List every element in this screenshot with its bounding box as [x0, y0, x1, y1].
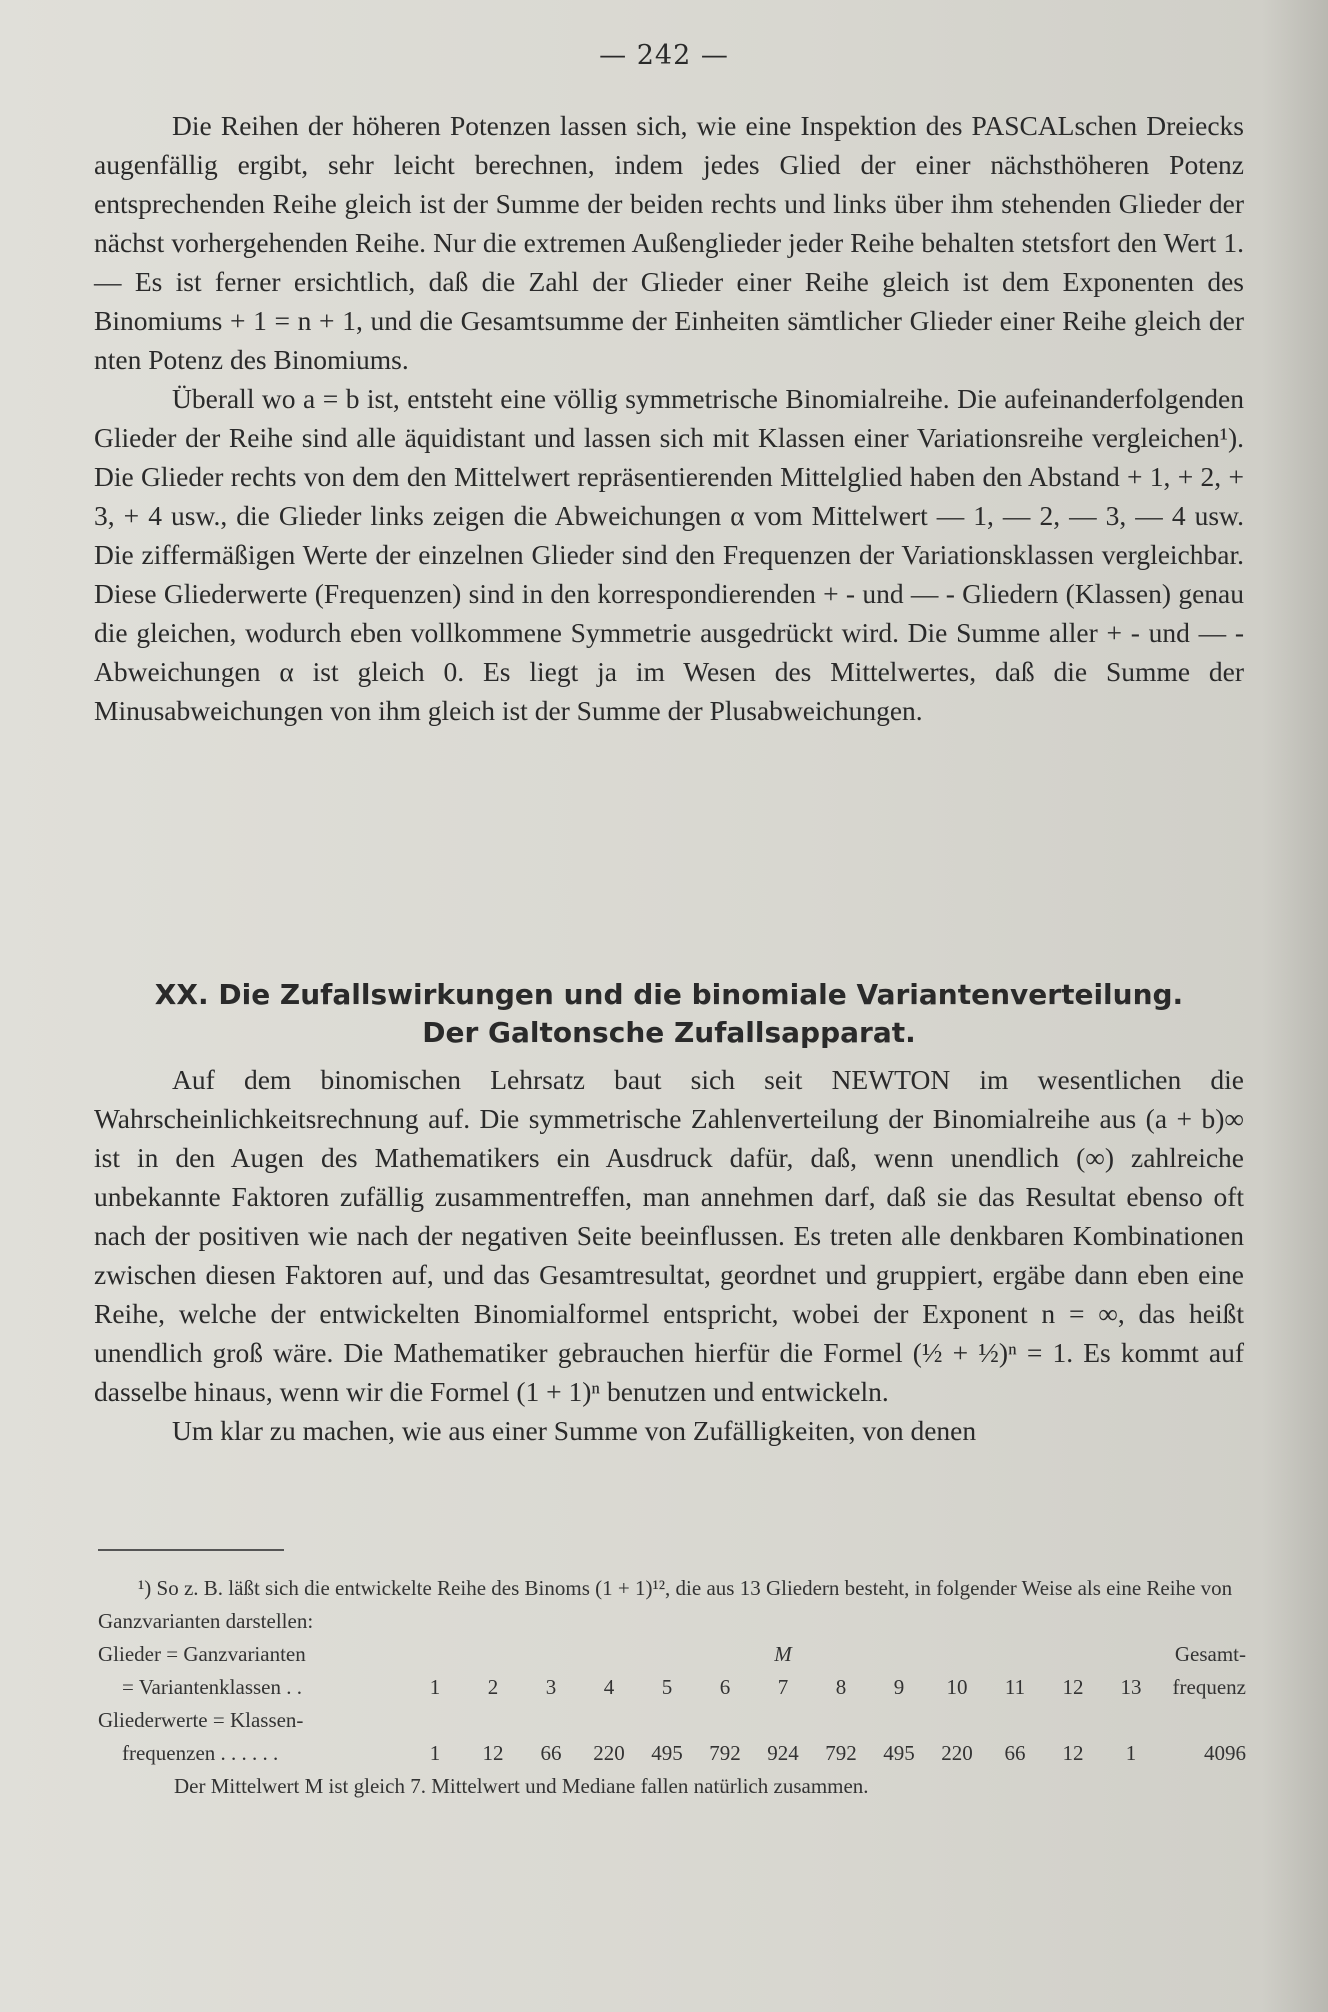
- table-row-header: [98, 1638, 1246, 1671]
- table-cell: 792: [825, 1741, 857, 1765]
- table-row-label2: [98, 1704, 1246, 1737]
- paragraph-symmetric-binomial: Überall wo a = b ist, entsteht eine völlig symmetrische Binomialreihe. Die aufeinanderfolgenden Glieder der Reihe sind alle äquidistant und lassen sich mit Klassen einer Variationsreihe vergleichen¹). Die Glieder rechts von dem den Mittelwert repräsentierenden Mittelglied haben den Abstand + 1, + 2, + 3, + 4 usw., die Glieder links zeigen die Abweichungen α vom Mittelwert — 1, — 2, — 3, — 4 usw. Die ziffermäßigen Werte der einzelnen Glieder sind den Frequenzen der Variationsklassen vergleichbar. Diese Gliederwerte (Frequenzen) sind in den korrespondierenden + - und — - Gliedern (Klassen) genau die gleichen, wodurch eben vollkommene Symmetrie ausgedrückt wird. Die Summe aller + - und — -Abweichungen α ist gleich 0. Es liegt ja im Wesen des Mittelwertes, daß die Summe der Minusabweichungen von ihm gleich ist der Summe der Plusabweichungen.: [94, 383, 1244, 726]
- table-label-gesamt: Gesamt-: [1174, 1642, 1246, 1666]
- table-row-frequencies: [98, 1737, 1246, 1770]
- footnote-divider: [98, 1549, 284, 1551]
- table-cell: 66: [540, 1741, 562, 1765]
- page-number: — 242 —: [599, 40, 729, 71]
- table-total-frequency: 4096: [1204, 1741, 1246, 1765]
- table-cell: 6: [719, 1675, 731, 1699]
- bottom-text-block: [94, 1060, 1244, 1450]
- footnote: [98, 1572, 1246, 1803]
- table-cell: 495: [883, 1741, 915, 1765]
- table-cell: 13: [1120, 1675, 1142, 1699]
- table-cell: 12: [1062, 1741, 1084, 1765]
- table-cell: 220: [593, 1741, 625, 1765]
- paragraph-continuation: Um klar zu machen, wie aus einer Summe von Zufälligkeiten, von denen: [172, 1415, 977, 1446]
- table-label-frequenz: frequenz: [1172, 1675, 1246, 1699]
- section-heading-line2: Der Galtonsche Zufallsapparat.: [422, 1016, 916, 1049]
- paragraph-binomial-theorem: Auf dem binomischen Lehrsatz baut sich seit NEWTON im wesentlichen die Wahrscheinlichkeitsrechnung auf. Die symmetrische Zahlenverteilung der Binomialreihe aus (a + b)∞ ist in den Augen des Mathematikers ein Ausdruck dafür, daß, wenn unendlich (∞) zahlreiche unbekannte Faktoren zufällig zusammentreffen, man annehmen darf, daß sie das Resultat ebenso oft nach der positiven wie nach der negativen Seite beeinflussen. Es treten alle denkbaren Kombinationen zwischen diesen Faktoren auf, und das Gesamtresultat, geordnet und gruppiert, ergäbe dann eben eine Reihe, welche der entwickelten Binomialformel entspricht, wobei der Exponent n = ∞, das heißt unendlich groß wäre. Die Mathematiker gebrauchen hierfür die Formel (½ + ½)ⁿ = 1. Es kommt auf dasselbe hinaus, wenn wir die Formel (1 + 1)ⁿ benutzen und entwickeln.: [94, 1064, 1244, 1407]
- table-cell: 495: [651, 1741, 683, 1765]
- table-label-variantenklassen: = Variantenklassen . .: [122, 1675, 302, 1699]
- table-label-frequenzen: frequenzen . . . . . .: [122, 1741, 279, 1765]
- table-cell: 220: [941, 1741, 973, 1765]
- table-mean-marker: M: [774, 1642, 792, 1666]
- footnote-closing: Der Mittelwert M ist gleich 7. Mittelwert und Mediane fallen natürlich zusammen.: [174, 1774, 869, 1798]
- table-label-gliederwerte: Gliederwerte = Klassen-: [98, 1708, 304, 1732]
- table-cell: 12: [1062, 1675, 1084, 1699]
- footnote-intro: ¹) So z. B. läßt sich die entwickelte Reihe des Binoms (1 + 1)¹², die aus 13 Gliedern besteht, in folgender Weise als eine Reihe von Ganzvarianten darstellen:: [98, 1576, 1233, 1633]
- table-cell: 8: [835, 1675, 847, 1699]
- table-cell: 5: [661, 1675, 673, 1699]
- table-cell: 4: [603, 1675, 615, 1699]
- table-cell: 3: [545, 1675, 557, 1699]
- table-cell: 1: [1125, 1741, 1137, 1765]
- binomial-table: [98, 1638, 1246, 1770]
- table-cell: 1: [429, 1675, 441, 1699]
- table-cell: 10: [946, 1675, 968, 1699]
- table-label-glieder: Glieder = Ganzvarianten: [98, 1642, 306, 1666]
- table-cell: 7: [777, 1675, 789, 1699]
- table-cell: 9: [893, 1675, 905, 1699]
- table-cell: 792: [709, 1741, 741, 1765]
- table-cell: 12: [482, 1741, 504, 1765]
- table-cell: 11: [1004, 1675, 1026, 1699]
- table-cell: 2: [487, 1675, 499, 1699]
- paragraph-pascal-triangle: Die Reihen der höheren Potenzen lassen sich, wie eine Inspektion des PASCALschen Dreiecks augenfällig ergibt, sehr leicht berechnen, indem jedes Glied der einer nächsthöheren Potenz entsprechenden Reihe gleich ist der Summe der beiden rechts und links über ihm stehenden Glieder der nächst vorhergehenden Reihe. Nur die extremen Außenglieder jeder Reihe behalten stetsfort den Wert 1. — Es ist ferner ersichtlich, daß die Zahl der Glieder einer Reihe gleich ist dem Exponenten des Binomiums + 1 = n + 1, und die Gesamtsumme der Einheiten sämtlicher Glieder einer Reihe gleich der nten Potenz des Binomiums.: [94, 110, 1244, 375]
- table-cell: 1: [429, 1741, 441, 1765]
- table-cell: 924: [767, 1741, 799, 1765]
- table-cell: 66: [1004, 1741, 1026, 1765]
- top-text-block: [94, 106, 1244, 730]
- section-heading: [94, 976, 1244, 1052]
- table-row-classes: [98, 1671, 1246, 1704]
- section-heading-line1: XX. Die Zufallswirkungen und die binomiale Variantenverteilung.: [154, 978, 1184, 1011]
